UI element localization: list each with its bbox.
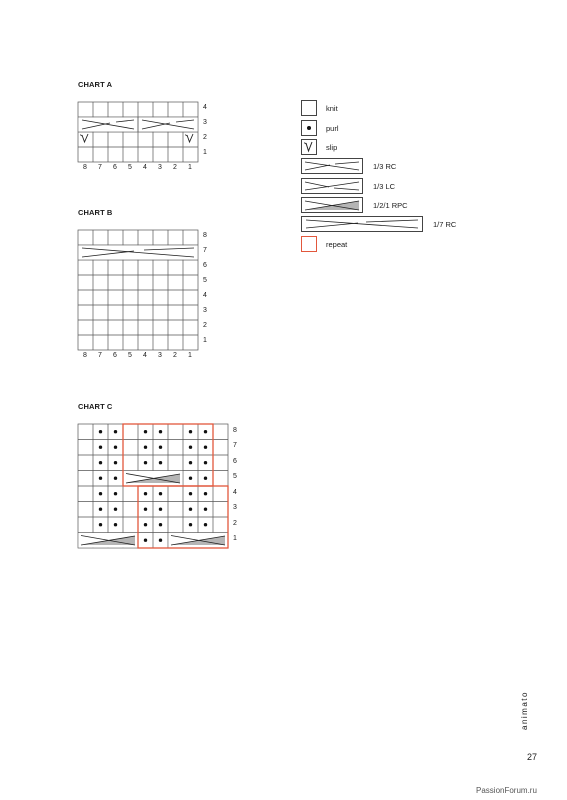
- chart-a-col-label: 4: [143, 164, 147, 171]
- section-name: animato: [520, 691, 529, 730]
- legend-item-1-3-lc: [301, 178, 396, 194]
- legend-item-1-2-1-rpc: [301, 197, 408, 213]
- chart-a-row-label: 1: [203, 149, 207, 156]
- chart-a-col-label: 2: [173, 164, 177, 171]
- long-right-cross-cable-icon: [301, 216, 423, 232]
- chart-b-row-label: 3: [203, 307, 207, 314]
- chart-a-row-label: 4: [203, 104, 207, 111]
- legend-label: 1/3 LC: [373, 182, 396, 191]
- repeat-icon: [301, 236, 317, 252]
- chart-a-row-label: 3: [203, 119, 207, 126]
- chart-b-row-label: 5: [203, 277, 207, 284]
- chart-b-row-label: 4: [203, 292, 207, 299]
- legend-label: 1/3 RC: [373, 162, 397, 171]
- left-cross-cable-icon: [301, 178, 363, 194]
- chart-b-title: CHART B: [78, 208, 113, 217]
- knit-icon: [301, 100, 317, 116]
- page-number: 27: [527, 752, 538, 762]
- legend-label: 1/2/1 RPC: [373, 201, 408, 210]
- chart-b-row-label: 7: [203, 247, 207, 254]
- chart-b-col-label: 6: [113, 352, 117, 359]
- chart-a-row-label: 2: [203, 134, 207, 141]
- chart-b-col-label: 2: [173, 352, 177, 359]
- legend-item-purl: [301, 120, 339, 136]
- chart-b-col-label: 7: [98, 352, 102, 359]
- chart-c-row-label: 7: [233, 442, 237, 449]
- legend-label: purl: [326, 124, 339, 133]
- chart-b-row-label: 1: [203, 337, 207, 344]
- chart-b-col-label: 3: [158, 352, 162, 359]
- chart-c-row-label: 3: [233, 504, 237, 511]
- legend: [301, 100, 521, 260]
- chart-c-row-label: 8: [233, 427, 237, 434]
- chart-b-col-label: 8: [83, 352, 87, 359]
- chart-a-title: CHART A: [78, 80, 113, 89]
- legend-item-repeat: [301, 236, 348, 252]
- chart-a-col-label: 5: [128, 164, 132, 171]
- chart-c-row-label: 2: [233, 520, 237, 527]
- chart-a-col-label: 7: [98, 164, 102, 171]
- chart-b-col-label: 4: [143, 352, 147, 359]
- chart-c-row-label: 1: [233, 535, 237, 542]
- legend-item-1-3-rc: [301, 158, 397, 174]
- chart-b-col-label: 5: [128, 352, 132, 359]
- purl-icon: [301, 120, 317, 136]
- legend-item-slip: [301, 139, 338, 155]
- chart-b-col-label: 1: [188, 352, 192, 359]
- legend-item-1-7-rc: [301, 216, 457, 232]
- chart-a-col-label: 6: [113, 164, 117, 171]
- chart-a-col-label: 8: [83, 164, 87, 171]
- section-title: [520, 670, 560, 730]
- purl-cross-cable-icon: [301, 197, 363, 213]
- chart-a-col-label: 1: [188, 164, 192, 171]
- right-cross-cable-icon: [301, 158, 363, 174]
- chart-b-row-label: 6: [203, 262, 207, 269]
- chart-c-row-label: 6: [233, 458, 237, 465]
- slip-icon: [301, 139, 317, 155]
- legend-label: knit: [326, 104, 338, 113]
- chart-b-row-label: 8: [203, 232, 207, 239]
- legend-label: slip: [326, 143, 338, 152]
- legend-item-knit: [301, 100, 338, 116]
- legend-label: 1/7 RC: [433, 220, 457, 229]
- chart-c-row-label: 4: [233, 489, 237, 496]
- chart-a-col-label: 3: [158, 164, 162, 171]
- chart-c-title: CHART C: [78, 402, 113, 411]
- chart-c-row-label: 5: [233, 473, 237, 480]
- legend-label: repeat: [326, 240, 348, 249]
- chart-b-row-label: 2: [203, 322, 207, 329]
- watermark: PassionForum.ru: [476, 786, 537, 795]
